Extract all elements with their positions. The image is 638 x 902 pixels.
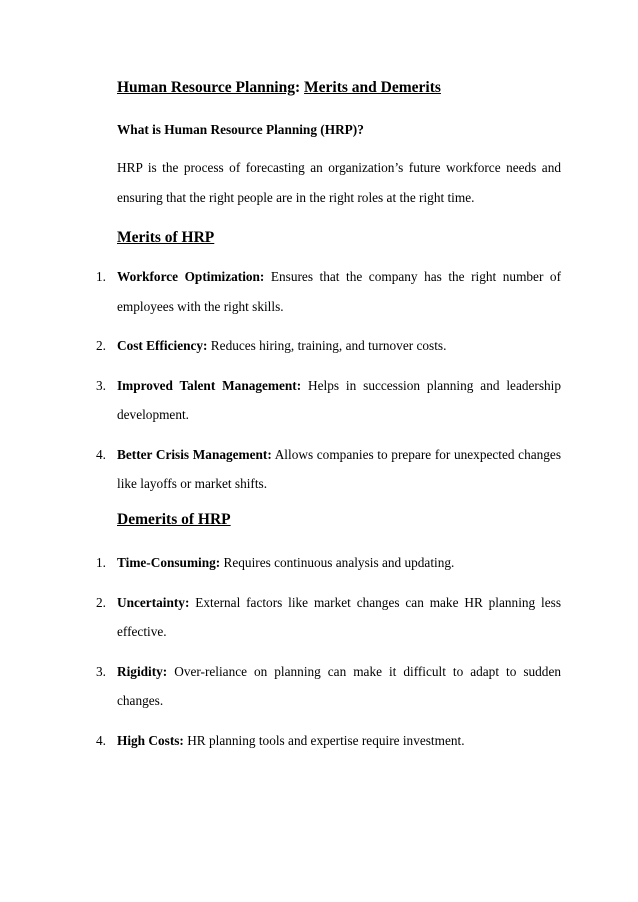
list-item-text: HR planning tools and expertise require investment. (183, 732, 465, 748)
list-number: 1. (96, 555, 106, 570)
intro-paragraph: HRP is the process of forecasting an organization’s future workforce needs and ensuring that the right people are in the right roles at the right time. (117, 160, 561, 205)
list-item-lead: Better Crisis Management: (117, 446, 272, 462)
list-item-lead: Uncertainty: (117, 594, 190, 610)
list-item (0, 588, 561, 647)
list-item-lead: Improved Talent Management: (117, 377, 302, 393)
list-item-text: Over-reliance on planning can make it difficult to adapt to sudden changes. (117, 663, 561, 708)
list-item-lead: Time-Consuming: (117, 555, 221, 570)
list-number: 4. (96, 446, 106, 462)
list-number: 1. (96, 269, 106, 284)
title-main: Human Resource Planning (117, 79, 295, 96)
list-item-text: Helps in succession planning and leadership development. (117, 377, 562, 422)
list-item (0, 262, 561, 321)
list-item-lead: Cost Efficiency: (117, 338, 208, 353)
question-heading: What is Human Resource Planning (HRP)? (117, 122, 364, 137)
list-item-text: External factors like market changes can make HR planning less effective. (117, 594, 561, 639)
list-item-text: Ensures that the company has the right number of employees with the right skills. (117, 269, 562, 314)
list-item (0, 371, 561, 430)
list-item (0, 331, 561, 361)
list-item (0, 548, 561, 578)
list-number: 3. (96, 377, 106, 393)
list-item-lead: High Costs: (117, 732, 184, 748)
demerits-heading: Demerits of HRP (117, 511, 231, 528)
title-separator: : (295, 79, 305, 96)
list-item-text: Reduces hiring, training, and turnover costs. (207, 338, 447, 353)
title-sub: Merits and Demerits (304, 79, 441, 96)
merits-list (0, 262, 638, 509)
list-item-text: Requires continuous analysis and updating. (220, 555, 455, 570)
merits-heading: Merits of HRP (117, 229, 215, 246)
demerits-list (0, 548, 638, 765)
list-item (0, 726, 561, 756)
list-item (0, 657, 561, 716)
list-number: 4. (96, 732, 106, 748)
list-item-text: Allows companies to prepare for unexpected changes like layoffs or market shifts. (117, 446, 562, 491)
list-item (0, 440, 561, 499)
list-number: 2. (96, 594, 106, 610)
list-item-lead: Workforce Optimization: (117, 269, 265, 284)
list-number: 3. (96, 663, 106, 679)
document-title (117, 78, 577, 98)
list-number: 2. (96, 338, 106, 353)
list-item-lead: Rigidity: (117, 663, 168, 679)
